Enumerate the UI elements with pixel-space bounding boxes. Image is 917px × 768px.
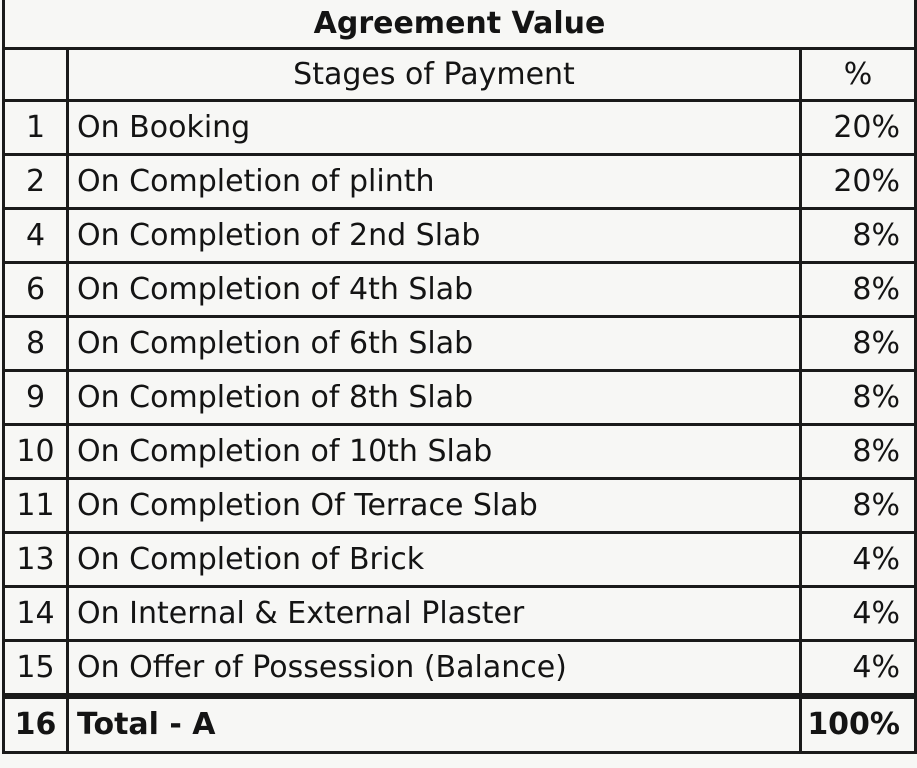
row-percent: 8% xyxy=(801,317,916,371)
row-percent: 20% xyxy=(801,155,916,209)
row-stage: On Completion of plinth xyxy=(68,155,801,209)
table-row xyxy=(4,209,916,263)
row-stage: On Completion of 6th Slab xyxy=(68,317,801,371)
row-number: 4 xyxy=(4,209,68,263)
table-row xyxy=(4,371,916,425)
row-number: 15 xyxy=(4,641,68,697)
row-stage: On Booking xyxy=(68,101,801,155)
header-stage-cell: Stages of Payment xyxy=(68,49,801,101)
row-percent: 4% xyxy=(801,533,916,587)
row-stage: On Completion of Brick xyxy=(68,533,801,587)
table-row xyxy=(4,533,916,587)
table-row xyxy=(4,263,916,317)
row-number: 1 xyxy=(4,101,68,155)
row-number: 14 xyxy=(4,587,68,641)
row-percent: 8% xyxy=(801,425,916,479)
row-percent: 8% xyxy=(801,263,916,317)
row-stage: On Completion of 10th Slab xyxy=(68,425,801,479)
row-percent: 8% xyxy=(801,209,916,263)
row-stage: On Completion of 8th Slab xyxy=(68,371,801,425)
row-number: 13 xyxy=(4,533,68,587)
table-row xyxy=(4,587,916,641)
table-title-row xyxy=(4,0,916,49)
table-title: Agreement Value xyxy=(4,0,916,49)
table-row xyxy=(4,155,916,209)
row-number: 8 xyxy=(4,317,68,371)
row-number: 11 xyxy=(4,479,68,533)
row-number: 6 xyxy=(4,263,68,317)
row-number: 2 xyxy=(4,155,68,209)
table-row xyxy=(4,641,916,697)
table-header-row xyxy=(4,49,916,101)
table-row xyxy=(4,479,916,533)
total-row xyxy=(4,696,916,753)
table-row xyxy=(4,425,916,479)
table-row xyxy=(4,101,916,155)
total-label: Total - A xyxy=(68,696,801,753)
row-stage: On Completion Of Terrace Slab xyxy=(68,479,801,533)
header-number-cell xyxy=(4,49,68,101)
payment-schedule-table xyxy=(2,0,917,754)
row-number: 10 xyxy=(4,425,68,479)
row-percent: 8% xyxy=(801,371,916,425)
row-percent: 8% xyxy=(801,479,916,533)
row-percent: 4% xyxy=(801,587,916,641)
row-stage: On Offer of Possession (Balance) xyxy=(68,641,801,697)
table-row xyxy=(4,317,916,371)
row-number: 9 xyxy=(4,371,68,425)
row-stage: On Internal & External Plaster xyxy=(68,587,801,641)
total-number: 16 xyxy=(4,696,68,753)
row-stage: On Completion of 2nd Slab xyxy=(68,209,801,263)
row-percent: 20% xyxy=(801,101,916,155)
row-percent: 4% xyxy=(801,641,916,697)
header-percent-cell: % xyxy=(801,49,916,101)
total-percent: 100% xyxy=(801,696,916,753)
row-stage: On Completion of 4th Slab xyxy=(68,263,801,317)
